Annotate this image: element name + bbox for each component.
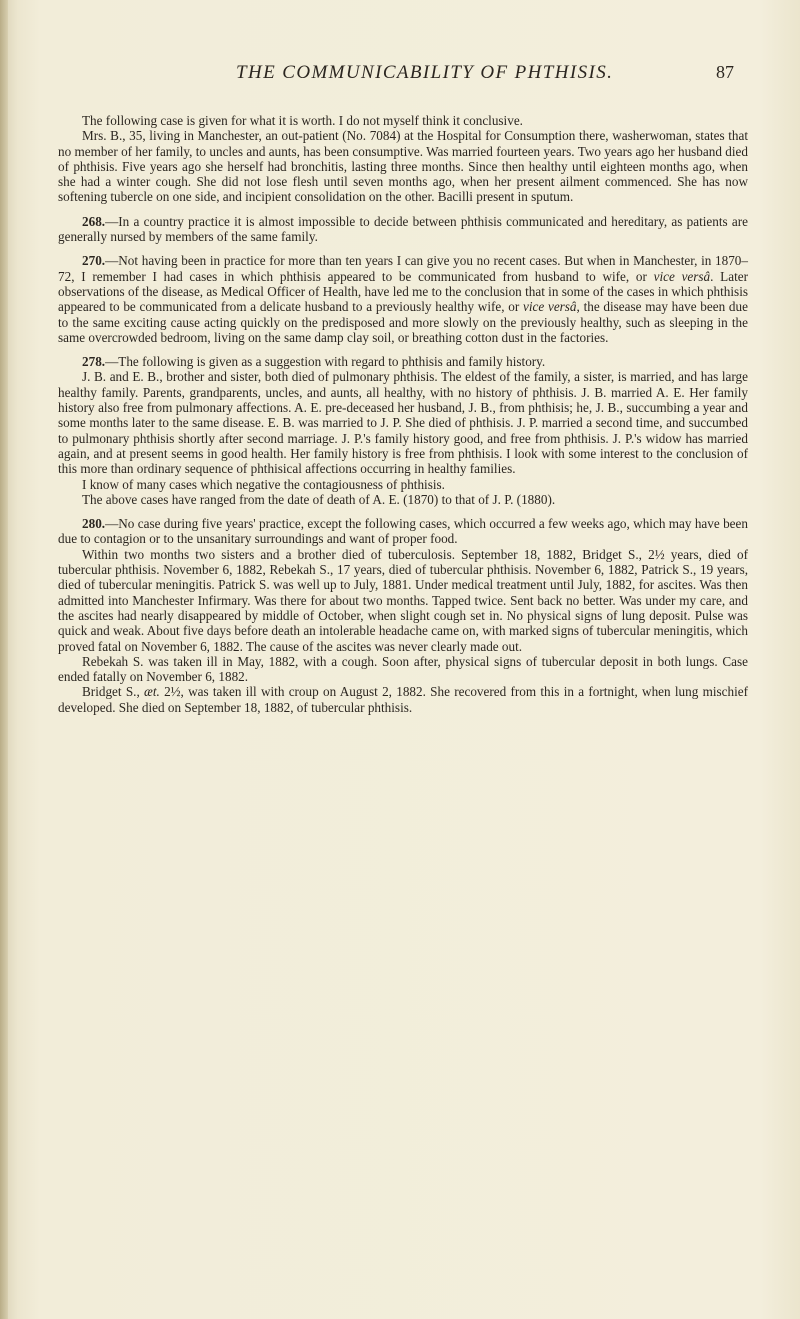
running-title: THE COMMUNICABILITY OF PHTHISIS. (236, 62, 614, 83)
section-number: 268. (82, 213, 106, 229)
siblings-case-paragraph: Within two months two sisters and a brother died of tuberculosis. September 18, 1882, Bridget S., 2½ years, died of tubercular phthisis. November 6, 1882, Rebekah S., 17 years, died of tubercular phthisis. November 6, 1882, Patrick S., 19 years, died of tubercular meningitis. Patrick S. was well up to July, 1881. Under medical treatment until July, 1882, for ascites. Was then admitted into Manchester Infirmary. Was there for about two months. Tapped twice. Sent back no better. Was under my care, and the ascites had nearly disappeared by middle of October, when slight cough set in. No physical signs of lung deposit. Pulse was quick and weak. About five days before death an intolerable headache came on, with marked signs of tubercular meningitis, which proved fatal on November 6, 1882. The cause of the ascites was never clearly made out. (58, 546, 748, 654)
section-text: . Later observations of the disease, as Medical Officer of Health, have led me to the conclusion that in some of the cases in which phthisis appeared to be communicated from a delicate husband to a previously healthy wife, or (58, 268, 748, 315)
section-280 (58, 516, 748, 547)
page-body (58, 113, 748, 715)
latin-phrase: vice versâ (523, 299, 577, 315)
date-range-paragraph: The above cases have ranged from the date of death of A. E. (1870) to that of J. P. (1880). (82, 491, 556, 507)
rebekah-case-paragraph: Rebekah S. was taken ill in May, 1882, with a cough. Soon after, physical signs of tubercular deposit in both lungs. Case ended fatally on November 6, 1882. (58, 653, 748, 685)
page-header (66, 62, 734, 86)
section-270 (58, 253, 748, 345)
section-268 (58, 214, 748, 245)
page-number: 87 (716, 62, 734, 82)
section-number: 270. (82, 253, 106, 269)
section-text: —No case during five years' practice, except the following cases, which occurred a few weeks ago, which may have been due to contagion or to the unsanitary surroundings and want of proper food. (58, 516, 748, 547)
latin-phrase: vice versâ (653, 268, 711, 284)
page-binding-edge (0, 0, 8, 1319)
section-278 (58, 354, 748, 369)
section-number: 278. (82, 354, 106, 370)
intro-paragraph: The following case is given for what it is worth. I do not myself think it conclusive. (82, 113, 523, 128)
family-case-paragraph: J. B. and E. B., brother and sister, both died of pulmonary phthisis. The eldest of the family, a sister, is married, and has large healthy family. Parents, grandparents, uncles, and aunts, all healthy, with no history of phthisis. J. B. married A. E. Her family history also free from pulmonary affections. A. E. pre-deceased her husband, J. B., from phthisis; he, J. B., succumbing a year and some months later to the same disease. E. B. was married to J. P. She died of phthisis. J. P. married a second time, and succumbed to pulmonary phthisis shortly after second marriage. J. P.'s family history good, and free from phthisis. J. P.'s widow has married again, and at present seems in good health. Her family history is free from phthisis. I look with some interest to the conclusion of this more than ordinary sequence of phthisical affections occurring in healthy families. (58, 369, 748, 477)
latin-abbreviation: æt. (144, 684, 160, 700)
section-number: 280. (82, 516, 106, 532)
section-text: —Not having been in practice for more than ten years I can give you no recent cases. But when in Manchester, in 1870–72, I remember I had cases in which phthisis appeared to be communicated from husband to wife, or (58, 253, 748, 284)
bridget-case-paragraph: Bridget S., æt. 2½, was taken ill with croup on August 2, 1882. She recovered from this in a fortnight, when lung mischief developed. She died on September 18, 1882, of tubercular phthisis. (58, 684, 749, 715)
section-text: —In a country practice it is almost impossible to decide between phthisis communicated and hereditary, as patients are generally nursed by members of the same family. (58, 213, 748, 245)
case-mrs-b-paragraph: Mrs. B., 35, living in Manchester, an out-patient (No. 7084) at the Hospital for Consumption there, washerwoman, states that no member of her family, to uncles and aunts, has been consumptive. Was married fourteen years. Two years ago her husband died of phthisis. Five years ago she herself had bronchitis, lasting three months. Since then healthy until eighteen months ago, when she had a winter cough. She did not lose flesh until seven months ago, when her present ailment commenced. She has now softening tubercle on one side, and incipient consolidation on the other. Bacilli present in sputum. (58, 128, 748, 205)
section-text: , the disease may have been due to the same exciting cause acting quickly on the predisposed and more slowly on the previously healthy, such as sleeping in the same overcrowded bedroom, living on the same damp clay soil, or breathing cotton dust in the factories. (58, 299, 748, 345)
section-text: —The following is given as a suggestion with regard to phthisis and family history. (105, 354, 546, 370)
negative-cases-paragraph: I know of many cases which negative the contagiousness of phthisis. (82, 476, 445, 492)
